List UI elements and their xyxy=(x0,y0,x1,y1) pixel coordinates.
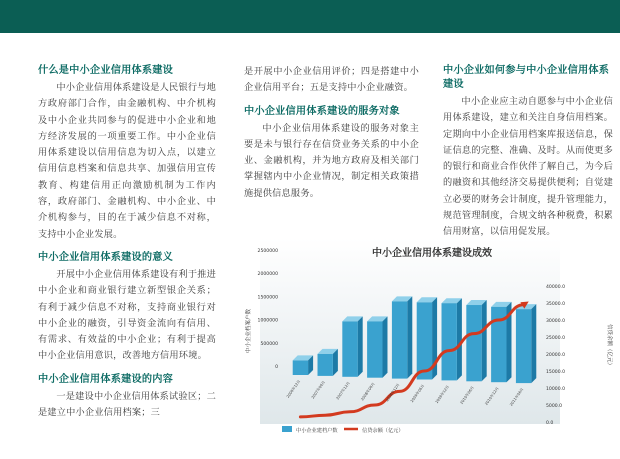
bar xyxy=(466,305,481,381)
y2-tick-label: 40000.0 xyxy=(546,285,565,290)
y-tick-label: 2500000 xyxy=(257,249,278,254)
y2-tick-label: 30000.0 xyxy=(546,319,565,324)
y2-axis-label: 信贷余额（亿元） xyxy=(606,323,612,369)
x-tick-label: 2009年12月 xyxy=(434,384,451,405)
header-bar xyxy=(0,0,620,33)
credit-system-chart xyxy=(240,236,614,454)
bar xyxy=(367,321,382,377)
legend xyxy=(282,426,404,434)
x-tick-label: 2010年06月 xyxy=(459,385,475,405)
bar xyxy=(442,303,457,380)
bar-side xyxy=(482,300,487,381)
y2-tick-label: 15000.0 xyxy=(546,370,565,375)
y-tick-label: 1500000 xyxy=(257,295,278,301)
column-middle xyxy=(244,64,419,202)
chart-title: 中小企业信用体系建设成效 xyxy=(372,248,492,259)
legend-bar-label: 中小企业建档户数 xyxy=(296,428,338,434)
legend-line-label: 信贷余额（亿元） xyxy=(362,428,404,434)
paragraph-how-to-participate: 中小企业应主动自愿参与中小企业信用体系建设，建立和关注自身信用档案。定期向中小企业信用档案库报送信息，保证信息的完整、准确、及时。从而使更多的银行和商业合作伙伴了解自己，为今后的融资和其他经济交易提供便利；自觉建立必要的财务会计制度，提升管理能力，规范管理制度，合规文纳各种税费，积累信用财富，以信用促发展。 xyxy=(443,96,613,238)
y2-tick-label: 10000.0 xyxy=(546,387,565,392)
paragraph-what-is: 中小企业信用体系建设是人民银行与地方政府部门合作，由金融机构、中介机构及中小企业共同参与的促进中小企业和地方经济发展的一项重要工作。中小企业信用体系建设以信用信息为切入点，以建立信用信息档案和信息共享、加强信用宣传教育、构建信用正向激励机制为工作内容，政府部门、金融机构、中小企业、中介机构参与，目的在于减少信息不对称，支持中小企业发展。 xyxy=(38,82,216,240)
bar-side xyxy=(457,298,462,380)
x-tick-label: 2007年12月 xyxy=(335,381,351,401)
bar xyxy=(293,360,308,375)
y2-tick-label: 0.0 xyxy=(546,421,554,426)
y2-tick-label: 5000.0 xyxy=(546,404,563,409)
y2-tick-label: 35000.0 xyxy=(546,302,565,307)
heading-service-targets: 中小企业信用体系建设的服务对象 xyxy=(244,105,400,117)
bar xyxy=(516,309,531,383)
heading-how-to-participate: 中小企业如何参与中小企业信用体系建设 xyxy=(443,65,610,90)
bar-side xyxy=(531,304,536,383)
y-tick-label: 2000000 xyxy=(257,272,278,278)
y-tick-label: 1000000 xyxy=(257,318,278,324)
heading-significance: 中小企业信用体系建设的意义 xyxy=(38,251,174,263)
bar xyxy=(318,354,333,376)
x-tick-label: 2008年06月 xyxy=(360,381,376,402)
paragraph-contents-cont: 是开展中小企业信用评价；四是搭建中小企业信用平台；五是支持中小企业融资。 xyxy=(244,66,419,94)
y-tick-label: 500000 xyxy=(260,341,278,347)
bar xyxy=(342,321,357,376)
heading-what-is: 什么是中小企业信用体系建设 xyxy=(38,65,174,76)
x-tick-label: 2007年06月 xyxy=(310,380,327,400)
legend-bar-swatch xyxy=(282,426,292,432)
column-left xyxy=(38,64,216,421)
y2-tick-label: 20000.0 xyxy=(546,353,565,358)
paragraph-service-targets: 中小企业信用体系建设的服务对象主要是未与银行存在信贷业务关系的中小企业、金融机构，并为地方政府及相关部门掌握辖内中小企业情况，制定相关政策措施提供信息服务。 xyxy=(244,122,419,199)
bar-side xyxy=(382,316,387,377)
x-tick-label: 2006年12月 xyxy=(285,379,302,399)
x-tick-label: 2011年06月 xyxy=(509,387,525,407)
y-tick-label: 0 xyxy=(275,365,278,370)
bar xyxy=(392,301,407,378)
x-tick-label: 2009年06月 xyxy=(409,383,426,404)
paragraph-significance: 开展中小企业信用体系建设有利于推进中小企业和商业银行建立新型银企关系；有利于减少信息不对称，支持商业银行对中小企业的融资，引导资金流向有信用、有需求、有效益的中小企业；有利于提高中小企业信用意识，改善地方信用环境。 xyxy=(38,268,216,362)
y-axis-label: 中小企业档案户数 xyxy=(246,308,252,354)
y2-tick-label: 25000.0 xyxy=(546,336,565,341)
bar-side xyxy=(407,296,412,378)
paragraph-contents: 一是建设中小企业信用体系试验区；二是建立中小企业信用档案；三 xyxy=(38,390,216,419)
x-tick-label: 2008年12月 xyxy=(385,382,401,403)
column-right xyxy=(443,64,613,241)
bar-side xyxy=(358,316,363,376)
heading-contents: 中小企业信用体系建设的内容 xyxy=(38,373,174,385)
y2-axis-ticks xyxy=(546,284,565,426)
x-tick-label: 2010年12月 xyxy=(484,386,500,406)
